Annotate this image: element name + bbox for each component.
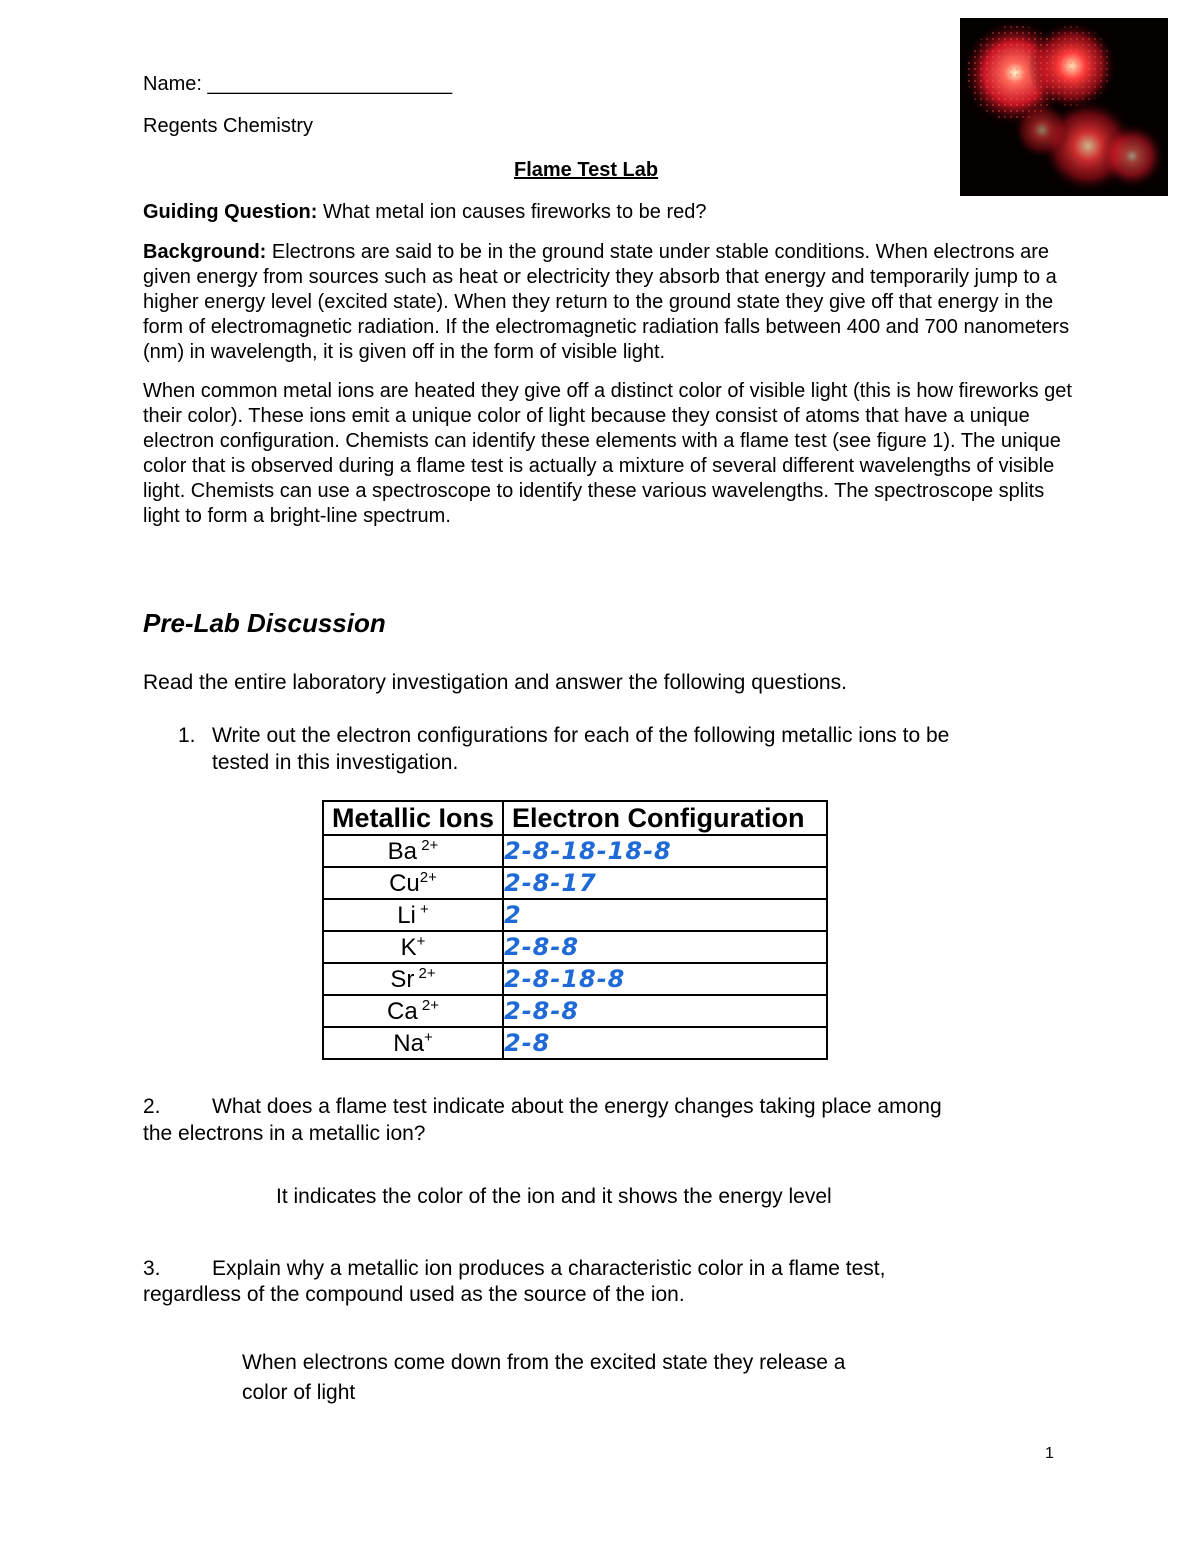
course-name: Regents Chemistry (143, 115, 314, 137)
ion-charge: 2+ (419, 868, 437, 886)
guiding-question-label: Guiding Question: (143, 201, 318, 223)
ion-symbol: Ba (387, 837, 418, 865)
background-section (143, 240, 1073, 529)
table-row (323, 899, 827, 931)
guiding-question (143, 200, 707, 225)
ion-cell (323, 835, 503, 867)
table-row (323, 995, 827, 1027)
background-paragraph-1 (143, 240, 1073, 365)
table-header-row (323, 801, 827, 835)
question-1-line-2: tested in this investigation. (212, 751, 459, 774)
column-header-electron-configuration: Electron Configuration (503, 801, 827, 835)
config-answer: 2-8 (503, 1027, 827, 1059)
ion-configuration-table (322, 800, 828, 1060)
question-2-line-1: What does a flame test indicate about the energy changes taking place among (212, 1095, 942, 1118)
ion-cell (323, 867, 503, 899)
config-answer: 2-8-18-18-8 (503, 835, 827, 867)
background-label: Background: (143, 241, 267, 263)
table-row (323, 867, 827, 899)
question-3-line-1: Explain why a metallic ion produces a characteristic color in a flame test, (212, 1257, 886, 1280)
question-3-answer-line-2: color of light (242, 1381, 356, 1404)
ion-cell (323, 995, 503, 1027)
ion-charge: + (416, 932, 426, 950)
ion-charge: + (415, 900, 429, 918)
ion-symbol: K (400, 933, 417, 961)
fireworks-image (960, 18, 1168, 196)
config-answer: 2-8-17 (503, 867, 827, 899)
question-2-answer: It indicates the color of the ion and it shows the energy level (276, 1185, 832, 1208)
config-answer: 2-8-8 (503, 931, 827, 963)
question-2-line-2: the electrons in a metallic ion? (143, 1122, 426, 1145)
ion-symbol: Cu (389, 869, 420, 897)
table-row (323, 963, 827, 995)
name-field-label: Name: ______________________ (143, 73, 453, 95)
ion-charge: 2+ (414, 964, 436, 982)
table-row (323, 931, 827, 963)
ion-cell (323, 963, 503, 995)
prelab-intro: Read the entire laboratory investigation and answer the following questions. (143, 671, 847, 694)
question-3-number: 3. (143, 1257, 161, 1280)
column-header-metallic-ions: Metallic Ions (323, 801, 503, 835)
background-paragraph-2: When common metal ions are heated they give off a distinct color of visible light (this is how fireworks get their color). These ions emit a unique color of light because they consist of atoms that have a unique electron configuration. Chemists can identify these elements with a flame test (see figure 1). The unique color that is observed during a flame test is actually a mixture of several different wavelengths of visible light. Chemists can use a spectroscope to identify these various wavelengths. The spectroscope splits light to form a bright-line spectrum. (143, 380, 1072, 527)
ion-cell (323, 931, 503, 963)
ion-charge: 2+ (417, 996, 439, 1014)
table-row (323, 835, 827, 867)
config-answer: 2-8-18-8 (503, 963, 827, 995)
ion-charge: 2+ (417, 836, 439, 854)
guiding-question-text: What metal ion causes fireworks to be red? (317, 201, 707, 223)
ion-symbol: Li (397, 901, 416, 929)
question-3-line-2: regardless of the compound used as the source of the ion. (143, 1283, 685, 1306)
ion-charge: + (423, 1028, 433, 1046)
ion-symbol: Na (393, 1029, 424, 1057)
config-answer: 2-8-8 (503, 995, 827, 1027)
config-answer: 2 (503, 899, 827, 931)
page-title: Flame Test Lab (514, 159, 659, 181)
ion-symbol: Sr (390, 965, 415, 993)
ion-symbol: Ca (387, 997, 418, 1025)
page-number: 1 (1045, 1445, 1054, 1462)
background-text: Electrons are said to be in the ground state under stable conditions. When electrons are given energy from sources such as heat or electricity they absorb that energy and temporarily jump to a higher energy level (excited state). When they return to the ground state they give off that energy in the form of electromagnetic radiation. If the electromagnetic radiation falls between 400 and 700 nanometers (nm) in wavelength, it is given off in the form of visible light. (143, 241, 1070, 363)
ion-cell (323, 899, 503, 931)
question-2-number: 2. (143, 1095, 161, 1118)
ion-cell (323, 1027, 503, 1059)
question-3-answer-line-1: When electrons come down from the excited state they release a (242, 1351, 846, 1374)
table-row (323, 1027, 827, 1059)
question-1-line-1: Write out the electron configurations for each of the following metallic ions to be (212, 724, 950, 747)
question-1-number: 1. (178, 724, 196, 747)
prelab-heading: Pre-Lab Discussion (143, 608, 386, 638)
